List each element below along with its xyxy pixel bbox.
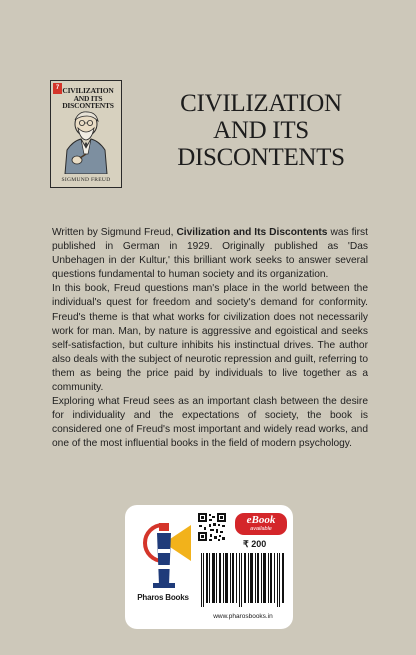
title-line-2: AND ITS xyxy=(213,117,309,144)
thumbnail-title: CIVILIZATION AND ITS DISCONTENTS xyxy=(62,86,114,110)
freud-portrait-illustration xyxy=(59,108,115,174)
title-line-3: DISCONTENTS xyxy=(177,144,345,171)
book-title xyxy=(140,90,382,171)
pharos-lighthouse-logo xyxy=(133,519,195,591)
publisher-website: www.pharosbooks.in xyxy=(213,613,273,620)
qr-code xyxy=(197,512,227,542)
book-description xyxy=(52,226,368,452)
title-line-1: CIVILIZATION xyxy=(180,90,342,117)
description-paragraph-3: Exploring what Freud sees as an important clash between the desire for individuality and the expectations of society, the book is considered one of Freud's most important and widely read works, and one of the most influential books in the field of modern psychology. xyxy=(52,396,368,450)
series-number-badge: 7 xyxy=(53,83,62,94)
bold-book-title: Civilization and Its Discontents xyxy=(176,227,328,238)
barcode-panel xyxy=(125,505,293,629)
publisher-name: Pharos Books xyxy=(137,593,189,602)
ebook-available-badge: eBook available xyxy=(235,513,287,535)
description-paragraph-1: Written by Sigmund Freud, Civilization and Its Discontents was first published in German in 1929. Originally published as 'Das Unbehagen in der Kultur,' this brilliant work seeks to answer several questions fundamental to human society and its organization. xyxy=(52,227,368,281)
thumbnail-author: SIGMUND FREUD xyxy=(61,177,111,183)
cover-thumbnail xyxy=(50,80,122,188)
isbn-barcode xyxy=(199,553,287,611)
price-label: ₹ 200 xyxy=(243,539,267,549)
description-paragraph-2: In this book, Freud questions man's place in the world between the individual's quest for freedom and society's demand for conformity. Freud's theme is that what works for civilization does not necessarily work for man. Man, by nature is aggressive and egoistical and seeks self-satisfaction, but culture inhibits his instinctual drives. The author also deals with the subject of neurotic repression and guilt, referring to them as being the price paid by individuals to live together as a community. xyxy=(52,283,368,394)
